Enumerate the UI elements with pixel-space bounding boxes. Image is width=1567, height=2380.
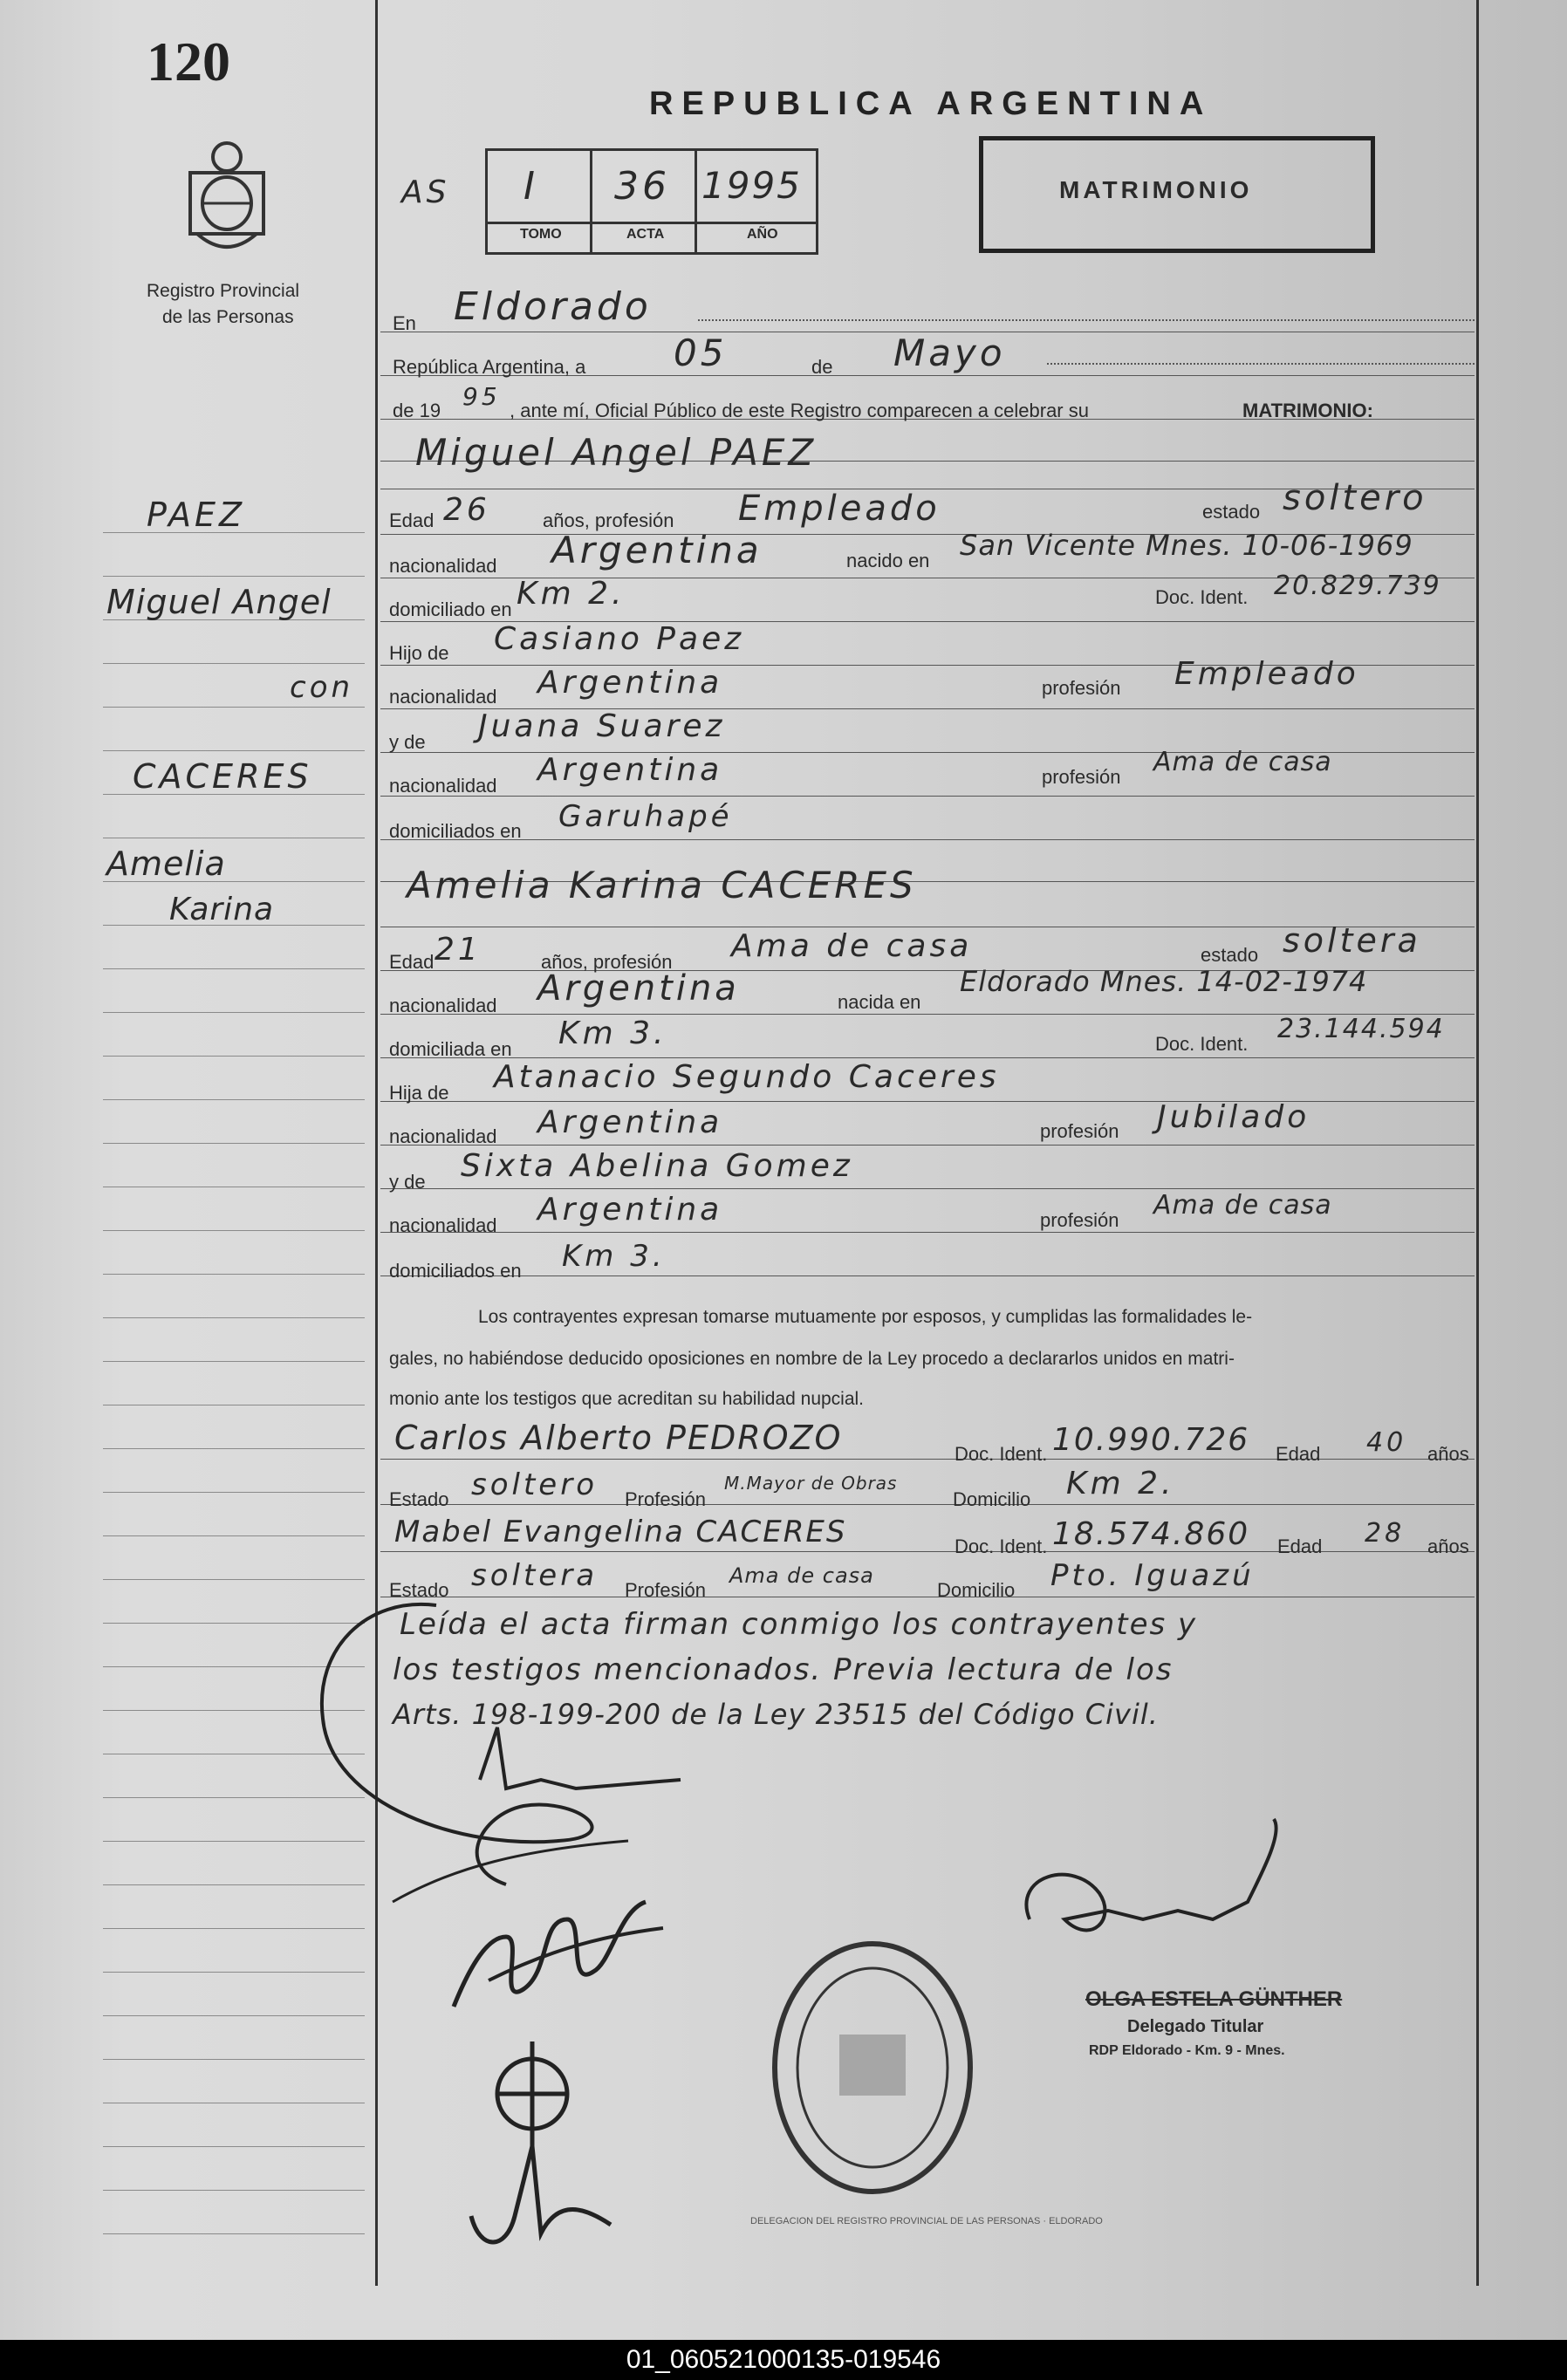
bride-father-nac: Argentina (537, 1105, 723, 1140)
groom-nac-label: nacionalidad (389, 555, 497, 577)
margin-rule (103, 1099, 365, 1100)
margin-name-bride-second: Karina (169, 892, 275, 927)
margin-rule (103, 1230, 365, 1231)
bride-hija-label: Hija de (389, 1082, 449, 1104)
bride-mother-prof: Ama de casa (1153, 1190, 1332, 1221)
margin-rule (103, 663, 365, 664)
margin-rule (103, 1012, 365, 1013)
closing-line-3: Arts. 198-199-200 de la Ley 23515 del Código Civil. (393, 1698, 1159, 1731)
as-prefix: AS (401, 174, 450, 210)
witness1-domicilio: Km 2. (1066, 1466, 1175, 1501)
year-suffix: 95 (462, 382, 501, 411)
acta-value: 36 (614, 164, 670, 209)
official-name: OLGA ESTELA GÜNTHER (1085, 1987, 1343, 2011)
groom-edad: 26 (443, 492, 490, 528)
witness1-edad-label: Edad (1276, 1443, 1321, 1465)
margin-rule (103, 2190, 365, 2191)
bride-domicilio: Km 3. (558, 1016, 667, 1051)
margin-surname-groom: PAEZ (147, 496, 246, 534)
bride-parents-dom-label: domiciliados en (389, 1260, 522, 1282)
tomo-label: TOMO (520, 227, 562, 242)
witness1-name: Carlos Alberto PEDROZO (394, 1419, 843, 1457)
witness1-edad: 40 (1366, 1427, 1407, 1458)
file-id-footer: 01_060521000135-019546 (0, 2340, 1567, 2380)
closing-line-2: los testigos mencionados. Previa lectura de los (393, 1652, 1174, 1687)
registry-name-line2: de las Personas (162, 307, 294, 327)
groom-estado-label: estado (1202, 501, 1261, 523)
margin-rule (103, 2059, 365, 2060)
page-number: 120 (147, 31, 230, 92)
witness2-signature-icon (454, 2129, 628, 2260)
margin-rule (103, 2146, 365, 2147)
groom-doc: 20.829.739 (1274, 571, 1441, 601)
official-signature-icon (1003, 1815, 1317, 1972)
day-value: 05 (674, 332, 728, 374)
body-rule (380, 839, 1475, 840)
witness1-dom-label: Domicilio (953, 1488, 1031, 1510)
groom-signature-icon (262, 1588, 733, 1919)
witness2-doc-label: Doc. Ident. (955, 1535, 1048, 1557)
ante-text: , ante mí, Oficial Público de este Registro comparecen a celebrar su (510, 400, 1089, 421)
groom-mother-nac: Argentina (537, 752, 723, 788)
witness2-estado: soltera (471, 1558, 599, 1593)
bride-estado-label: estado (1201, 944, 1259, 966)
groom-mother-nac-label: nacionalidad (389, 775, 497, 797)
margin-rule (103, 1448, 365, 1449)
margin-rule (103, 1535, 365, 1536)
groom-hijo-label: Hijo de (389, 642, 449, 664)
anio-value: 1995 (701, 164, 802, 207)
declaration-line-1: Los contrayentes expresan tomarse mutuamente por esposos, y cumplidas las formalidades le- (478, 1307, 1253, 1327)
margin-rule (103, 1579, 365, 1580)
tomo-value: I (523, 164, 538, 209)
bride-doc-label: Doc. Ident. (1155, 1033, 1249, 1055)
margin-con: con (290, 670, 354, 705)
groom-profesion: Empleado (738, 489, 941, 529)
bride-nacida: Eldorado Mnes. 14-02-1974 (960, 965, 1368, 998)
bride-anos-prof-label: años, profesión (541, 951, 673, 973)
margin-rule (103, 2015, 365, 2016)
right-border-line (1476, 0, 1479, 2286)
margin-surname-bride: CACERES (133, 757, 312, 796)
witness1-estado: soltero (471, 1467, 598, 1502)
acta-label: ACTA (626, 227, 665, 242)
groom-father-nac-label: nacionalidad (389, 686, 497, 708)
bride-profesion: Ama de casa (731, 928, 973, 964)
country-heading: REPUBLICA ARGENTINA (649, 85, 1213, 122)
seal-text: DELEGACION DEL REGISTRO PROVINCIAL DE LAS PERSONAS · ELDORADO (750, 2216, 1103, 2226)
body-rule (380, 1101, 1475, 1102)
witness1-estado-label: Estado (389, 1488, 449, 1510)
groom-nacido: San Vicente Mnes. 10-06-1969 (960, 529, 1413, 562)
groom-nacido-label: nacido en (846, 550, 930, 571)
groom-father-prof-label: profesión (1042, 677, 1121, 699)
body-rule (380, 1275, 1475, 1276)
bride-mother: Sixta Abelina Gomez (461, 1148, 853, 1184)
witness2-edad: 28 (1365, 1518, 1406, 1549)
body-rule (380, 1232, 1475, 1233)
closing-line-1: Leída el acta firman conmigo los contrayentes y (400, 1607, 1198, 1642)
body-rule (380, 1145, 1475, 1146)
witness2-profesion: Ama de casa (729, 1563, 874, 1588)
groom-yde-label: y de (389, 731, 426, 753)
bride-parents-dom: Km 3. (562, 1239, 666, 1274)
groom-name: Miguel Angel PAEZ (415, 431, 818, 474)
margin-rule (103, 1317, 365, 1318)
bride-father-nac-label: nacionalidad (389, 1125, 497, 1147)
bride-father: Atanacio Segundo Caceres (494, 1059, 1000, 1095)
matrimonio-word: MATRIMONIO: (1242, 400, 1373, 421)
body-rule (380, 796, 1475, 797)
witness2-doc: 18.574.860 (1052, 1516, 1250, 1552)
bride-mother-nac: Argentina (537, 1192, 723, 1228)
anio-label: AÑO (747, 227, 778, 242)
groom-doc-label: Doc. Ident. (1155, 586, 1249, 608)
margin-rule (103, 1056, 365, 1057)
witness2-prof-label: Profesión (625, 1579, 706, 1601)
bride-yde-label: y de (389, 1171, 426, 1193)
bride-signature-icon (436, 1884, 681, 2024)
witness2-dom-label: Domicilio (937, 1579, 1016, 1601)
witness1-prof-label: Profesión (625, 1488, 706, 1510)
official-title: Delegado Titular (1127, 2017, 1264, 2036)
margin-rule (103, 1274, 365, 1275)
bride-doc: 23.144.594 (1277, 1014, 1445, 1044)
bride-father-prof-label: profesión (1040, 1120, 1119, 1142)
margin-rule (103, 1492, 365, 1493)
witness2-anos: años (1427, 1535, 1469, 1557)
margin-rule (103, 968, 365, 969)
bride-nacida-label: nacida en (838, 991, 921, 1013)
de-label: de (811, 356, 833, 378)
groom-father-prof: Empleado (1174, 656, 1359, 692)
place-value: Eldorado (454, 284, 652, 329)
bride-mother-nac-label: nacionalidad (389, 1214, 497, 1236)
bride-mother-prof-label: profesión (1040, 1209, 1119, 1231)
groom-mother: Juana Suarez (478, 708, 726, 744)
bride-father-prof: Jubilado (1157, 1099, 1310, 1135)
body-rule (380, 1057, 1475, 1058)
margin-divider-line (375, 0, 378, 2286)
declaration-line-2: gales, no habiéndose deducido oposiciones en nombre de la Ley procedo a declararlos unidos en matri- (389, 1349, 1235, 1369)
witness1-doc: 10.990.726 (1052, 1422, 1250, 1458)
bride-edad-label: Edad (389, 951, 435, 973)
body-rule (380, 1188, 1475, 1189)
month-value: Mayo (893, 332, 1006, 374)
witness1-anos: años (1427, 1443, 1469, 1465)
bride-nac-label: nacionalidad (389, 995, 497, 1016)
coat-of-arms-icon (185, 138, 269, 260)
witness2-edad-label: Edad (1277, 1535, 1323, 1557)
bride-dom-label: domiciliada en (389, 1038, 512, 1060)
margin-rule (103, 576, 365, 577)
witness1-doc-label: Doc. Ident. (955, 1443, 1048, 1465)
declaration-line-3: monio ante los testigos que acreditan su habilidad nupcial. (389, 1389, 865, 1409)
witness1-profesion: M.Mayor de Obras (724, 1473, 898, 1494)
groom-anos-prof-label: años, profesión (543, 510, 674, 531)
groom-father-nac: Argentina (537, 665, 723, 701)
margin-rule (103, 1928, 365, 1929)
official-seal-icon (768, 1937, 977, 2199)
margin-rule (103, 1361, 365, 1362)
witness2-name: Mabel Evangelina CACERES (394, 1515, 847, 1549)
margin-name-bride-first: Amelia (106, 845, 226, 883)
groom-dom-label: domiciliado en (389, 598, 512, 620)
margin-rule (103, 1972, 365, 1973)
witness2-estado-label: Estado (389, 1579, 449, 1601)
groom-edad-label: Edad (389, 510, 435, 531)
groom-mother-prof-label: profesión (1042, 766, 1121, 788)
margin-rule (103, 2233, 365, 2234)
registry-name-line1: Registro Provincial (147, 281, 300, 301)
margin-rule (103, 750, 365, 751)
groom-parents-dom-label: domiciliados en (389, 820, 522, 842)
official-office: RDP Eldorado - Km. 9 - Mnes. (1089, 2043, 1285, 2058)
year-prefix: de 19 (393, 400, 441, 421)
bride-estado: soltera (1283, 921, 1421, 960)
groom-parents-dom: Garuhapé (558, 799, 733, 834)
body-rule (380, 1504, 1475, 1505)
groom-mother-prof: Ama de casa (1153, 747, 1332, 777)
groom-father: Casiano Paez (494, 621, 745, 657)
document-type-label: MATRIMONIO (1059, 176, 1253, 203)
groom-domicilio: Km 2. (517, 576, 626, 612)
witness2-domicilio: Pto. Iguazú (1050, 1558, 1255, 1593)
bride-name: Amelia Karina CACERES (407, 864, 917, 906)
republica-label: República Argentina, a (393, 356, 586, 378)
en-label: En (393, 312, 416, 334)
margin-rule (103, 707, 365, 708)
bride-edad: 21 (435, 932, 482, 968)
margin-name-groom: Miguel Angel (106, 583, 332, 621)
bride-nacionalidad: Argentina (537, 968, 740, 1009)
margin-rule (103, 1143, 365, 1144)
groom-nacionalidad: Argentina (551, 529, 763, 571)
groom-estado: soltero (1283, 478, 1427, 518)
